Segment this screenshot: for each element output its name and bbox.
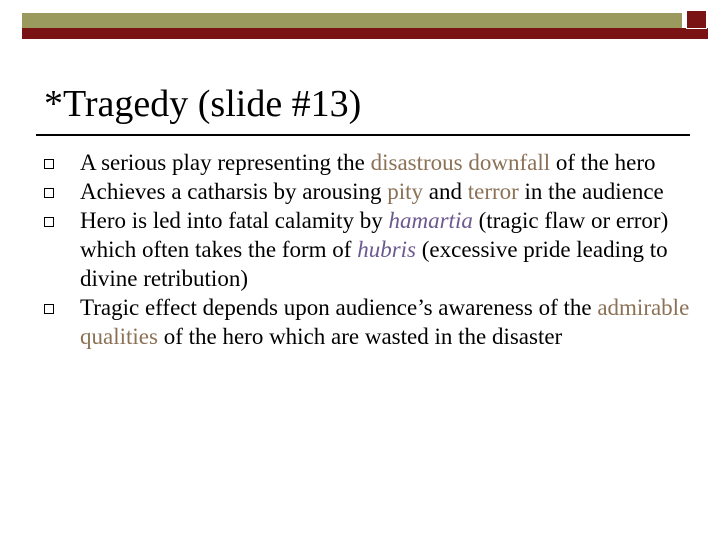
- header-decoration-olive-bar: [22, 13, 682, 28]
- bullet-text: Achieves a catharsis by arousing: [80, 179, 388, 204]
- bullet-text: A serious play representing the: [80, 150, 371, 175]
- bullet-text: in the audience: [518, 179, 664, 204]
- bullet-item: [40, 177, 690, 206]
- header-decoration-square: [686, 10, 707, 29]
- square-bullet-icon: [44, 188, 54, 198]
- highlighted-term: pity: [387, 179, 423, 204]
- bullet-text: of the hero which are wasted in the disaster: [157, 324, 563, 349]
- bullet-text: (tragic flaw or error) which often takes the form of: [80, 208, 669, 262]
- bullet-text: of the hero: [550, 150, 656, 175]
- bullet-text: and: [423, 179, 468, 204]
- highlighted-term: admirable qualities: [80, 295, 690, 349]
- highlighted-term: terror: [467, 179, 519, 204]
- bullet-text: Hero is led into fatal calamity by: [80, 208, 389, 233]
- square-bullet-icon: [44, 217, 54, 227]
- header-decoration-maroon-bar: [22, 28, 708, 39]
- bullet-list: [40, 148, 690, 351]
- bullet-text: (excessive pride leading to divine retribution): [80, 237, 668, 291]
- highlighted-term: disastrous downfall: [370, 150, 551, 175]
- bullet-item: [40, 293, 690, 351]
- slide-title: *Tragedy (slide #13): [44, 83, 362, 125]
- italic-term: hamartia: [388, 208, 473, 233]
- bullet-item: [40, 148, 690, 177]
- square-bullet-icon: [44, 159, 54, 169]
- title-divider: [36, 134, 690, 136]
- square-bullet-icon: [44, 304, 54, 314]
- bullet-text: Tragic effect depends upon audience’s awareness of the: [80, 295, 598, 320]
- italic-term: hubris: [357, 237, 416, 262]
- bullet-item: [40, 206, 690, 293]
